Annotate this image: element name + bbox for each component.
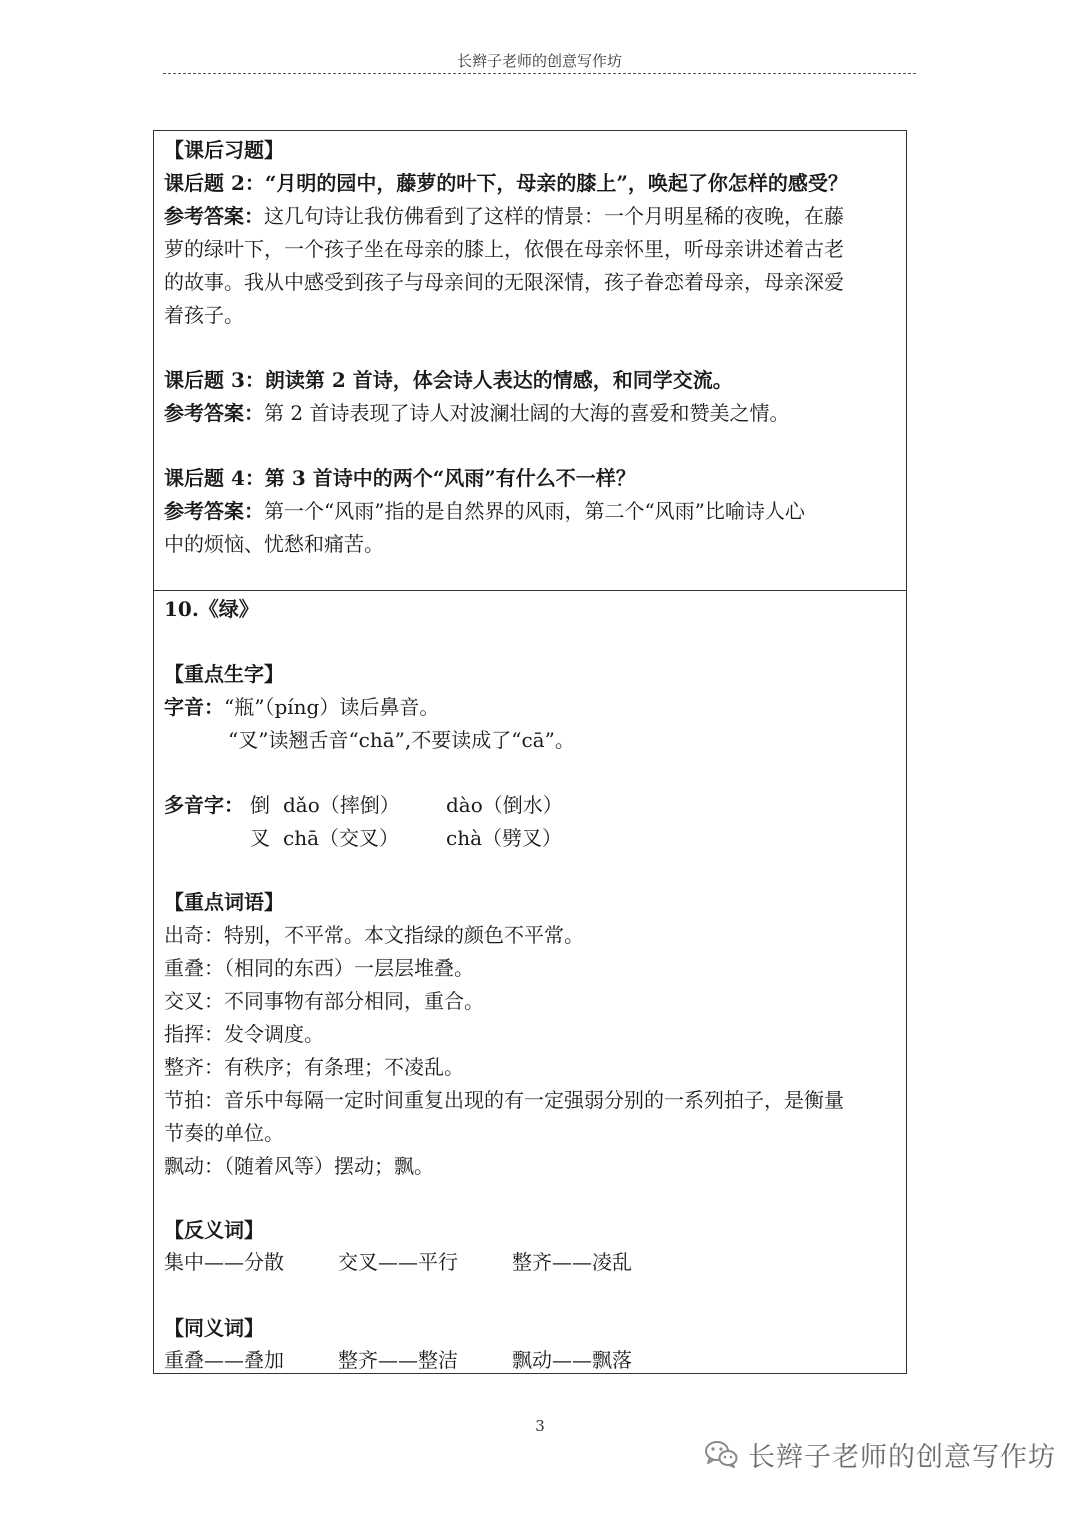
answer-2-text: 着孩子。	[164, 303, 244, 327]
wechat-icon	[704, 1440, 738, 1468]
answer-2-text: 萝的绿叶下，一个孩子坐在母亲的膝上，依偎在母亲怀里，听母亲讲述着古老	[164, 237, 844, 261]
answer-2-line	[164, 200, 844, 233]
key-words-heading: 【重点词语】	[164, 890, 284, 914]
header-divider	[163, 73, 916, 74]
polyphone-line	[164, 789, 244, 822]
key-chars-heading: 【重点生字】	[164, 662, 284, 686]
page-number: 3	[535, 1417, 545, 1435]
synonym-pair: 重叠——叠加	[164, 1348, 284, 1372]
antonyms-heading: 【反义词】	[164, 1218, 264, 1242]
pronunciation-label: 字音：	[164, 695, 224, 719]
synonym-pair: 飘动——飘落	[512, 1348, 632, 1372]
word-entry: 交叉：不同事物有部分相同，重合。	[164, 989, 484, 1013]
watermark	[704, 1434, 1056, 1474]
synonym-pair: 整齐——整洁	[338, 1348, 458, 1372]
answer-label: 参考答案：	[164, 401, 264, 425]
exercises-heading: 【课后习题】	[164, 138, 284, 162]
word-entry: 整齐：有秩序；有条理；不凌乱。	[164, 1055, 464, 1079]
answer-text: 这几句诗让我仿佛看到了这样的情景：一个月明星稀的夜晚，在藤	[264, 204, 844, 228]
pronunciation-text: “瓶”（píng）读后鼻音。	[224, 695, 440, 719]
answer-4-line	[164, 495, 805, 528]
polyphone-reading: chà（劈叉）	[446, 826, 563, 850]
polyphone-reading: dǎo（摔倒）	[283, 793, 400, 817]
watermark-text: 长辫子老师的创意写作坊	[748, 1441, 1056, 1473]
polyphone-reading: chā（交叉）	[283, 826, 400, 850]
polyphone-label: 多音字：	[164, 793, 244, 817]
polyphone-char: 倒	[250, 793, 270, 817]
word-entry: 指挥：发令调度。	[164, 1022, 324, 1046]
answer-4-text: 中的烦恼、忧愁和痛苦。	[164, 532, 384, 556]
word-entry: 飘动：（随着风等）摆动；飘。	[164, 1154, 434, 1178]
page-header: 长辫子老师的创意写作坊	[456, 52, 622, 70]
antonym-pair: 整齐——凌乱	[512, 1250, 632, 1274]
answer-label: 参考答案：	[164, 499, 264, 523]
polyphone-char: 叉	[250, 826, 270, 850]
synonyms-heading: 【同义词】	[164, 1316, 264, 1340]
lesson-title: 10.《绿》	[164, 597, 259, 621]
answer-3-line	[164, 397, 789, 430]
pronunciation-line	[164, 691, 439, 724]
antonym-pair: 集中——分散	[164, 1250, 284, 1274]
answer-label: 参考答案：	[164, 204, 264, 228]
word-entry: 节奏的单位。	[164, 1121, 284, 1145]
question-4: 课后题 4：第 3 首诗中的两个“风雨”有什么不一样？	[164, 466, 636, 490]
pronunciation-text: “叉”读翘舌音“chā”,不要读成了“cā”。	[228, 728, 575, 752]
antonym-pair: 交叉——平行	[338, 1250, 458, 1274]
word-entry: 重叠：（相同的东西）一层层堆叠。	[164, 956, 474, 980]
question-3: 课后题 3：朗读第 2 首诗，体会诗人表达的情感，和同学交流。	[164, 368, 733, 392]
answer-2-text: 的故事。我从中感受到孩子与母亲间的无限深情，孩子眷恋着母亲，母亲深爱	[164, 270, 844, 294]
polyphone-reading: dào（倒水）	[446, 793, 563, 817]
question-2: 课后题 2：“月明的园中，藤萝的叶下，母亲的膝上”，唤起了你怎样的感受？	[164, 171, 848, 195]
word-entry: 节拍：音乐中每隔一定时间重复出现的有一定强弱分别的一系列拍子，是衡量	[164, 1088, 844, 1112]
answer-text: 第 2 首诗表现了诗人对波澜壮阔的大海的喜爱和赞美之情。	[264, 401, 790, 425]
word-entry: 出奇：特别，不平常。本文指绿的颜色不平常。	[164, 923, 584, 947]
answer-text: 第一个“风雨”指的是自然界的风雨，第二个“风雨”比喻诗人心	[264, 499, 805, 523]
